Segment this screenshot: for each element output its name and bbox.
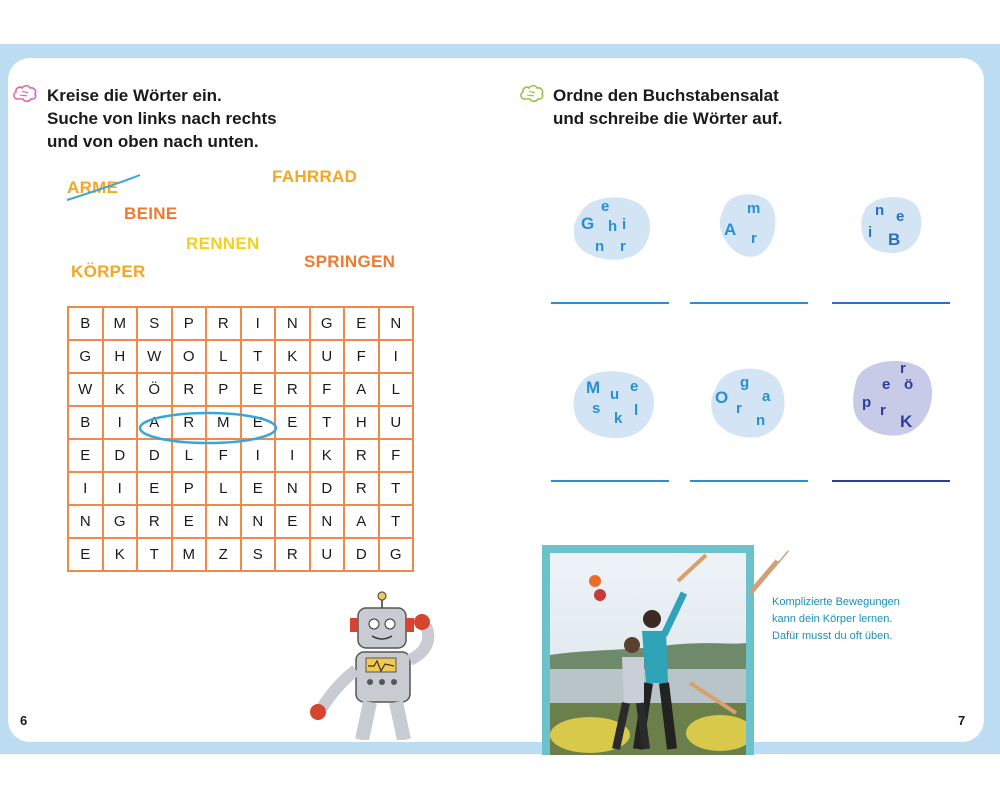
grid-cell[interactable]: M bbox=[172, 538, 207, 571]
word-rennen: RENNEN bbox=[186, 234, 260, 253]
grid-cell[interactable]: F bbox=[310, 373, 345, 406]
page-number-right: 7 bbox=[958, 713, 966, 728]
grid-cell[interactable]: P bbox=[172, 472, 207, 505]
scramble-blob bbox=[858, 192, 924, 254]
grid-cell[interactable]: N bbox=[206, 505, 241, 538]
grid-cell[interactable]: N bbox=[379, 307, 414, 340]
scramble-letter: e bbox=[601, 198, 610, 215]
grid-cell[interactable]: T bbox=[379, 505, 414, 538]
caption-line: Dafür musst du oft üben. bbox=[772, 630, 893, 642]
grid-cell[interactable]: D bbox=[344, 538, 379, 571]
scramble-letter: G bbox=[581, 214, 595, 233]
grid-cell[interactable]: N bbox=[241, 505, 276, 538]
scramble-blob bbox=[570, 366, 656, 440]
scramble-letter: n bbox=[875, 202, 885, 219]
grid-cell[interactable]: I bbox=[103, 472, 138, 505]
grid-cell[interactable]: A bbox=[137, 406, 172, 439]
juggling-club-icon bbox=[748, 545, 792, 595]
scramble-letter: s bbox=[592, 400, 601, 417]
answer-line[interactable] bbox=[551, 302, 669, 304]
grid-row bbox=[68, 340, 413, 373]
grid-cell[interactable]: K bbox=[103, 538, 138, 571]
grid-cell[interactable]: B bbox=[68, 307, 103, 340]
grid-cell[interactable]: T bbox=[379, 472, 414, 505]
grid-cell[interactable]: U bbox=[310, 538, 345, 571]
grid-cell[interactable]: G bbox=[379, 538, 414, 571]
grid-cell[interactable]: L bbox=[172, 439, 207, 472]
scramble-letter: r bbox=[900, 360, 906, 377]
grid-row bbox=[68, 505, 413, 538]
scramble-letter: A bbox=[724, 220, 737, 239]
grid-cell[interactable]: S bbox=[241, 538, 276, 571]
scramble-letter: u bbox=[610, 386, 620, 403]
grid-cell[interactable]: E bbox=[172, 505, 207, 538]
grid-cell[interactable]: E bbox=[68, 538, 103, 571]
scramble-letter: l bbox=[634, 402, 639, 419]
grid-cell[interactable]: I bbox=[241, 439, 276, 472]
scramble-letter: n bbox=[756, 412, 766, 429]
photo-caption bbox=[772, 594, 900, 645]
scramble-letter: i bbox=[622, 216, 627, 233]
scramble-letter: r bbox=[751, 230, 757, 247]
grid-cell[interactable]: R bbox=[137, 505, 172, 538]
answer-line[interactable] bbox=[690, 302, 808, 304]
grid-cell[interactable]: P bbox=[206, 373, 241, 406]
grid-cell[interactable]: I bbox=[275, 439, 310, 472]
grid-cell[interactable]: F bbox=[379, 439, 414, 472]
answer-line[interactable] bbox=[551, 480, 669, 482]
grid-cell[interactable]: W bbox=[137, 340, 172, 373]
grid-cell[interactable]: R bbox=[275, 373, 310, 406]
word-springen: SPRINGEN bbox=[304, 252, 396, 271]
grid-row bbox=[68, 538, 413, 571]
grid-cell[interactable]: I bbox=[68, 472, 103, 505]
answer-line[interactable] bbox=[832, 302, 950, 304]
scramble-letter: g bbox=[740, 374, 750, 391]
grid-cell[interactable]: R bbox=[172, 406, 207, 439]
grid-cell[interactable]: D bbox=[137, 439, 172, 472]
grid-cell[interactable]: E bbox=[275, 406, 310, 439]
scramble-letter: ö bbox=[904, 376, 914, 393]
grid-cell[interactable]: W bbox=[68, 373, 103, 406]
grid-cell[interactable]: R bbox=[206, 307, 241, 340]
caption-line: kann dein Körper lernen. bbox=[772, 613, 893, 625]
scramble-letter: B bbox=[888, 230, 901, 249]
instruction-line: Kreise die Wörter ein. bbox=[47, 86, 222, 105]
right-instruction bbox=[553, 84, 783, 130]
instruction-line: Ordne den Buchstabensalat bbox=[553, 86, 779, 105]
grid-cell[interactable]: B bbox=[68, 406, 103, 439]
grid-cell[interactable]: I bbox=[241, 307, 276, 340]
grid-cell[interactable]: U bbox=[310, 340, 345, 373]
juggling-photo bbox=[542, 545, 754, 755]
scramble-letter: i bbox=[868, 224, 873, 241]
grid-cell[interactable]: Z bbox=[206, 538, 241, 571]
grid-cell[interactable]: F bbox=[344, 340, 379, 373]
grid-cell[interactable]: U bbox=[379, 406, 414, 439]
grid-cell[interactable]: L bbox=[379, 373, 414, 406]
scramble-blob bbox=[716, 190, 776, 258]
scramble-letter: a bbox=[762, 388, 771, 405]
word-arme: ARME bbox=[67, 178, 119, 197]
grid-cell[interactable]: E bbox=[68, 439, 103, 472]
grid-cell[interactable]: R bbox=[172, 373, 207, 406]
word-beine: BEINE bbox=[124, 204, 178, 223]
grid-cell[interactable]: G bbox=[103, 505, 138, 538]
grid-row bbox=[68, 307, 413, 340]
grid-cell[interactable]: N bbox=[68, 505, 103, 538]
scramble-blob bbox=[850, 354, 936, 440]
grid-cell[interactable]: E bbox=[241, 472, 276, 505]
answer-circle bbox=[136, 410, 280, 446]
grid-cell[interactable]: N bbox=[310, 505, 345, 538]
grid-cell[interactable]: I bbox=[379, 340, 414, 373]
scramble-blob bbox=[708, 362, 788, 440]
instruction-line: und von oben nach unten. bbox=[47, 132, 259, 151]
grid-cell[interactable]: H bbox=[103, 340, 138, 373]
grid-cell[interactable]: E bbox=[137, 472, 172, 505]
grid-cell[interactable]: R bbox=[275, 538, 310, 571]
caption-line: Komplizierte Bewegungen bbox=[772, 596, 900, 608]
grid-cell[interactable]: D bbox=[310, 472, 345, 505]
scramble-letter: r bbox=[736, 400, 742, 417]
grid-cell[interactable]: N bbox=[275, 472, 310, 505]
scramble-letter: e bbox=[630, 378, 639, 395]
grid-cell[interactable]: L bbox=[206, 340, 241, 373]
scramble-letter: e bbox=[882, 376, 891, 393]
left-instruction bbox=[47, 84, 277, 153]
grid-row bbox=[68, 373, 413, 406]
grid-cell[interactable]: O bbox=[172, 340, 207, 373]
instruction-line: Suche von links nach rechts bbox=[47, 109, 277, 128]
grid-cell[interactable]: Ö bbox=[137, 373, 172, 406]
scramble-letter: r bbox=[620, 238, 626, 255]
answer-line[interactable] bbox=[690, 480, 808, 482]
brain-icon bbox=[519, 84, 545, 104]
answer-line[interactable] bbox=[832, 480, 950, 482]
grid-cell[interactable]: N bbox=[275, 307, 310, 340]
strikethrough-mark bbox=[62, 172, 144, 204]
brain-icon bbox=[12, 84, 38, 104]
grid-cell[interactable]: I bbox=[103, 406, 138, 439]
grid-cell[interactable]: S bbox=[137, 307, 172, 340]
grid-row bbox=[68, 472, 413, 505]
scramble-letter: M bbox=[586, 378, 601, 397]
scramble-letter: K bbox=[900, 412, 913, 431]
grid-cell[interactable]: P bbox=[172, 307, 207, 340]
grid-cell[interactable]: H bbox=[344, 406, 379, 439]
grid-cell[interactable]: G bbox=[68, 340, 103, 373]
grid-cell[interactable]: F bbox=[206, 439, 241, 472]
grid-cell[interactable]: E bbox=[241, 406, 276, 439]
grid-cell[interactable]: T bbox=[310, 406, 345, 439]
robot-illustration bbox=[300, 590, 440, 740]
grid-cell[interactable]: K bbox=[103, 373, 138, 406]
grid-cell[interactable]: R bbox=[344, 439, 379, 472]
word-koerper: KÖRPER bbox=[71, 262, 146, 281]
scramble-letter: h bbox=[608, 218, 618, 235]
scramble-letter: e bbox=[896, 208, 905, 225]
grid-cell[interactable]: E bbox=[275, 505, 310, 538]
grid-cell[interactable]: M bbox=[103, 307, 138, 340]
grid-cell[interactable]: A bbox=[344, 505, 379, 538]
grid-cell[interactable]: K bbox=[310, 439, 345, 472]
grid-cell[interactable]: L bbox=[206, 472, 241, 505]
scramble-letter: O bbox=[715, 388, 729, 407]
scramble-letter: p bbox=[862, 394, 872, 411]
grid-cell[interactable]: M bbox=[206, 406, 241, 439]
scramble-letter: n bbox=[595, 238, 605, 255]
instruction-line: und schreibe die Wörter auf. bbox=[553, 109, 783, 128]
scramble-blob bbox=[570, 192, 654, 264]
grid-cell[interactable]: R bbox=[344, 472, 379, 505]
scramble-letter: r bbox=[880, 402, 886, 419]
page-number-left: 6 bbox=[20, 713, 28, 728]
grid-cell[interactable]: T bbox=[137, 538, 172, 571]
grid-cell[interactable]: T bbox=[241, 340, 276, 373]
grid-cell[interactable]: D bbox=[103, 439, 138, 472]
grid-cell[interactable]: G bbox=[310, 307, 345, 340]
word-fahrrad: FAHRRAD bbox=[272, 167, 358, 186]
grid-cell[interactable]: E bbox=[241, 373, 276, 406]
scramble-letter: k bbox=[614, 410, 623, 427]
grid-cell[interactable]: A bbox=[344, 373, 379, 406]
grid-cell[interactable]: E bbox=[344, 307, 379, 340]
grid-cell[interactable]: K bbox=[275, 340, 310, 373]
scramble-letter: m bbox=[747, 200, 761, 217]
